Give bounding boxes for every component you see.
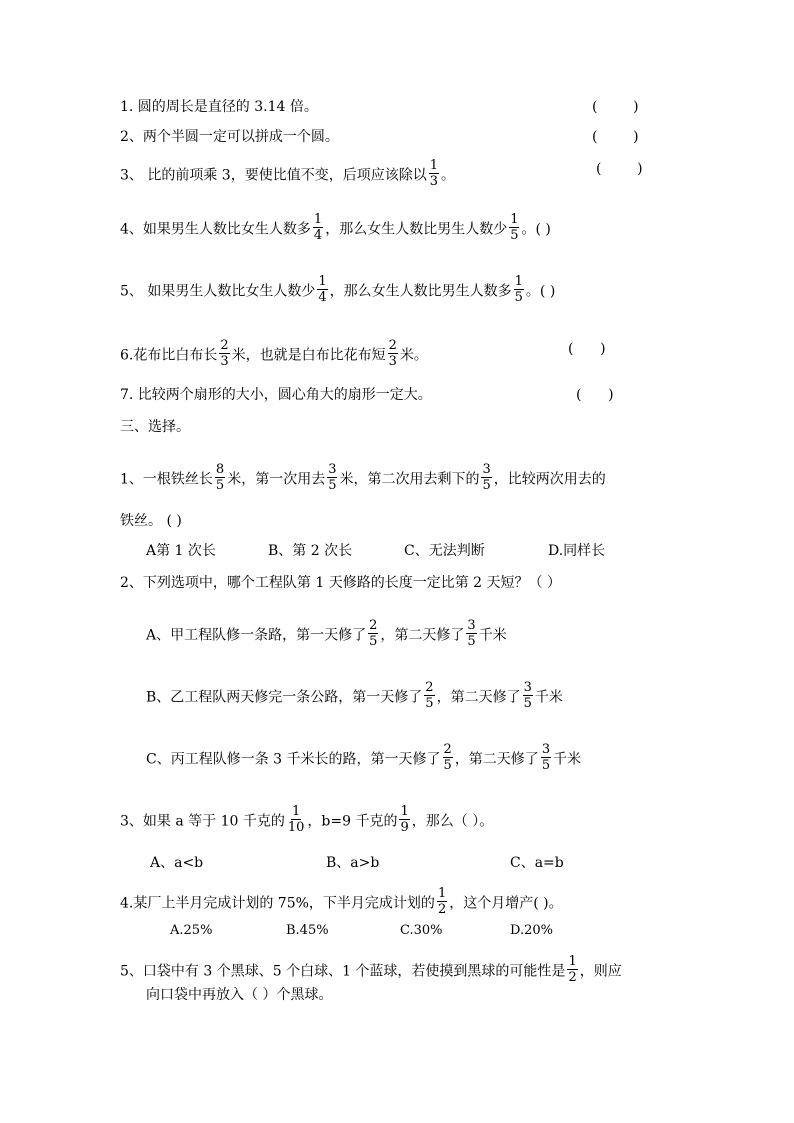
choice-q4: 4.某厂上半月完成计划的 75%，下半月完成计划的 $\frac{1}{2}$ ，这个月增产( )。 (120, 886, 563, 917)
choice-q5-cont: 向口袋中再放入（ ）个黑球。 (146, 987, 333, 1003)
answer-blank-7[interactable]: ( ) (576, 387, 614, 403)
fraction: $\frac{2}{5}$ (443, 742, 452, 773)
answer-blank-1[interactable]: ( ) (592, 99, 639, 115)
fraction: $\frac{1}{5}$ (510, 212, 519, 243)
fraction: $\frac{2}{5}$ (369, 618, 378, 649)
q3-option-b[interactable]: B、a>b (326, 855, 380, 871)
answer-blank-2[interactable]: ( ) (592, 129, 639, 145)
q2-option-c[interactable]: C、丙工程队修一条 3 千米长的路，第一天修了 $\frac{2}{5}$ ，第二天修了 $\frac{3}{5}$ 千米 (146, 742, 582, 773)
q2-option-b[interactable]: B、乙工程队两天修完一条公路，第一天修了 $\frac{2}{5}$ ，第二天修了 $\frac{3}{5}$ 千米 (146, 680, 563, 711)
judge-3: 3、 比的前项乘 3，要使比值不变，后项应该除以 $\frac{1}{3}$ 。 (120, 158, 455, 189)
fraction: $\frac{2}{5}$ (425, 680, 434, 711)
q4-option-c[interactable]: C.30% (400, 923, 443, 938)
q1-option-b[interactable]: B、第 2 次长 (268, 543, 353, 559)
judge-7: 7. 比较两个扇形的大小，圆心角大的扇形一定大。 (120, 387, 432, 403)
fraction: $\frac{2}{3}$ (220, 338, 229, 369)
fraction: $\frac{8}{5}$ (215, 462, 225, 493)
choice-q1: 1、一根铁丝长 $\frac{8}{5}$ 米，第一次用去 $\frac{3}{5}$ 米，第二次用去剩下的 $\frac{3}{5}$ ，比较两次用去的 (120, 462, 606, 493)
fraction: $\frac{1}{9}$ (400, 804, 409, 835)
fraction: $\frac{2}{3}$ (388, 338, 397, 369)
fraction: $\frac{1}{4}$ (313, 212, 323, 243)
choice-q1-cont: 铁丝。 ( ) (120, 513, 182, 529)
fraction: $\frac{1}{2}$ (568, 954, 577, 985)
judge-4: 4、如果男生人数比女生人数多 $\frac{1}{4}$ ，那么女生人数比男生人数少 $\frac{1}{5}$ 。( ) (120, 212, 551, 243)
q3-option-c[interactable]: C、a=b (510, 855, 564, 871)
q4-option-d[interactable]: D.20% (510, 923, 553, 938)
fraction: $\frac{3}{5}$ (328, 462, 337, 493)
judge-5: 5、 如果男生人数比女生人数少 $\frac{1}{4}$ ，那么女生人数比男生人数多 $\frac{1}{5}$ 。( ) (120, 274, 556, 305)
fraction: $\frac{1}{10}$ (287, 804, 305, 835)
q1-option-a[interactable]: A第 1 次长 (146, 543, 216, 559)
fraction: $\frac{3}{5}$ (541, 742, 551, 773)
choice-q2: 2、下列选项中，哪个工程队第 1 天修路的长度一定比第 2 天短？（ ） (120, 575, 561, 591)
q1-option-c[interactable]: C、无法判断 (404, 543, 485, 559)
choice-q3: 3、如果 a 等于 10 千克的 $\frac{1}{10}$ ，b=9 千克的 $\frac{1}{9}$ ，那么（ ）。 (120, 804, 494, 835)
answer-blank-6[interactable]: ( ) (568, 341, 606, 357)
answer-blank-3[interactable]: ( ) (596, 161, 643, 177)
q3-option-a[interactable]: A、a<b (150, 855, 204, 871)
fraction: $\frac{3}{5}$ (467, 618, 476, 649)
fraction: $\frac{1}{3}$ (429, 158, 438, 189)
section-heading: 三、选择。 (120, 419, 190, 435)
fraction: $\frac{1}{2}$ (437, 886, 447, 917)
fraction: $\frac{1}{5}$ (514, 274, 523, 305)
judge-1: 1. 圆的周长是直径的 3.14 倍。 (120, 99, 318, 115)
fraction: $\frac{1}{4}$ (318, 274, 327, 305)
q4-option-a[interactable]: A.25% (170, 923, 213, 938)
fraction: $\frac{3}{5}$ (523, 680, 532, 711)
q2-option-a[interactable]: A、甲工程队修一条路，第一天修了 $\frac{2}{5}$ ，第二天修了 $\frac{3}{5}$ 千米 (146, 618, 507, 649)
choice-q5: 5、口袋中有 3 个黑球、5 个白球、1 个蓝球，若使摸到黑球的可能性是 $\frac{1}{2}$ ，则应 (120, 954, 622, 985)
q4-option-b[interactable]: B.45% (286, 923, 329, 938)
judge-2: 2、两个半圆一定可以拼成一个圆。 (120, 129, 339, 145)
q1-option-d[interactable]: D.同样长 (548, 543, 606, 559)
fraction: $\frac{3}{5}$ (482, 462, 491, 493)
judge-6: 6.花布比白布长 $\frac{2}{3}$ 米，也就是白布比花布短 $\frac{2}{3}$ 米。 (120, 338, 428, 369)
